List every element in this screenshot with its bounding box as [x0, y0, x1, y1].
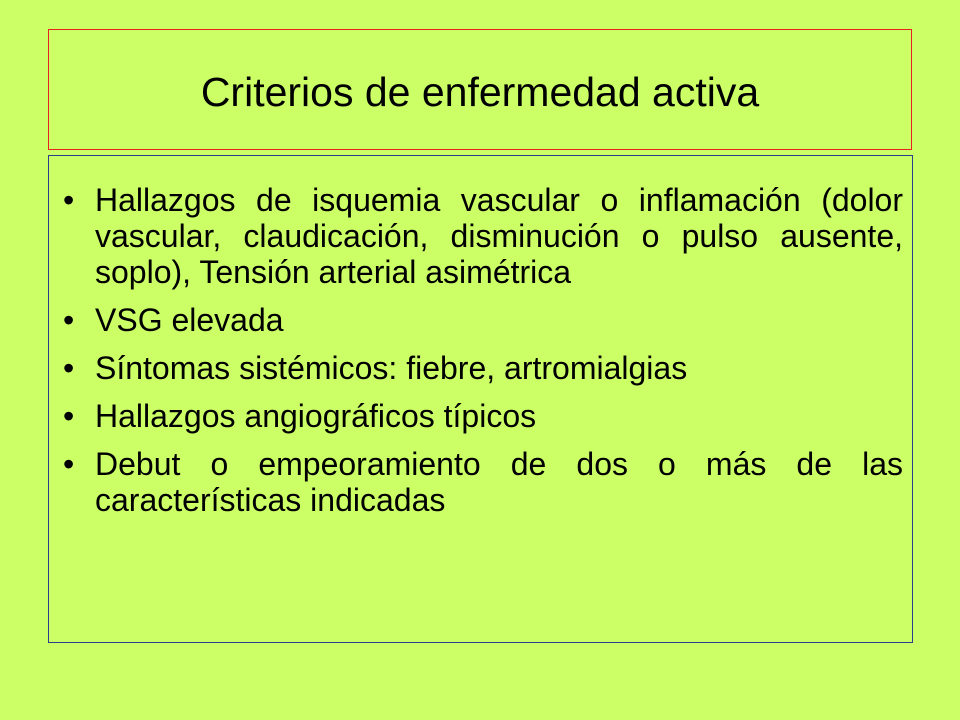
title-box	[48, 29, 912, 150]
bullet-dot-icon: •	[63, 182, 75, 218]
bullet-item	[63, 446, 903, 518]
bullet-dot-icon: •	[63, 302, 75, 338]
bullet-text: Hallazgos angiográficos típicos	[95, 398, 537, 434]
bullet-item	[63, 398, 903, 434]
slide-title: Criterios de enfermedad activa	[200, 69, 760, 115]
bullet-text: Debut o empeoramiento de dos o más de las características indicadas	[95, 446, 903, 518]
bullet-item	[63, 182, 903, 290]
bullet-text: Síntomas sistémicos: fiebre, artromialgias	[95, 350, 688, 386]
bullet-list	[63, 182, 903, 530]
bullet-dot-icon: •	[63, 398, 75, 434]
content-box	[48, 155, 913, 643]
bullet-dot-icon: •	[63, 350, 75, 386]
bullet-item	[63, 302, 903, 338]
bullet-item	[63, 350, 903, 386]
bullet-text: Hallazgos de isquemia vascular o inflamación (dolor vascular, claudicación, disminución o pulso ausente, soplo), Tensión arterial asimétrica	[95, 182, 903, 290]
bullet-text: VSG elevada	[95, 302, 284, 338]
bullet-dot-icon: •	[63, 446, 75, 482]
